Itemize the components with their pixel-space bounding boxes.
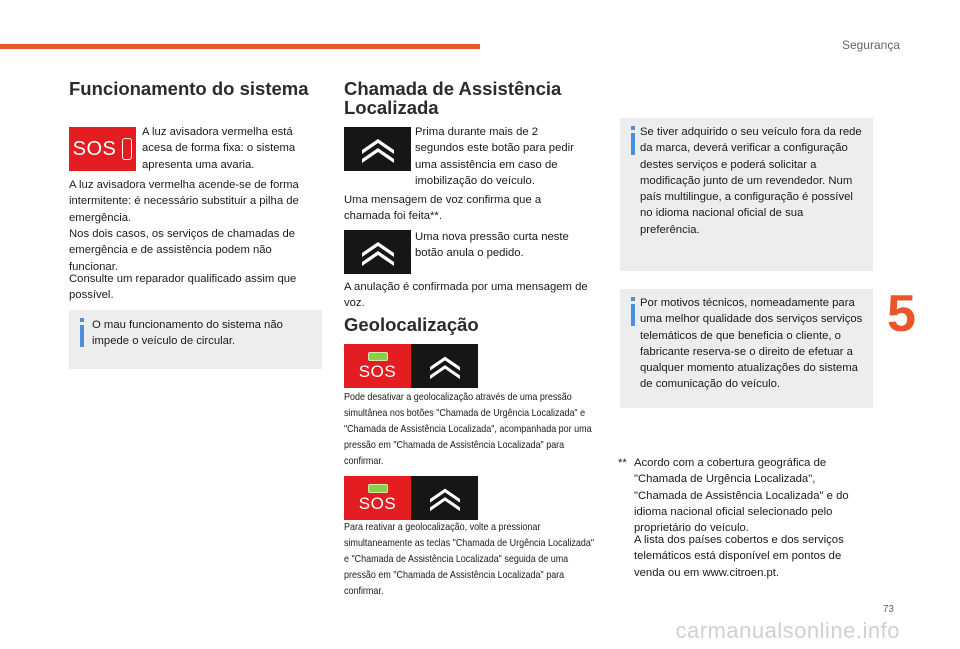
assistance-button-icon xyxy=(344,127,411,171)
note-text: O mau funcionamento do sistema não impede o veículo de circular. xyxy=(92,319,283,348)
paragraph-consult: Consulte um reparador qualificado assim que possível. xyxy=(69,273,297,302)
info-note-updates xyxy=(620,289,873,408)
paragraph-cancel: Uma nova pressão curta neste botão anula o pedido. xyxy=(415,231,569,260)
header-accent-bar xyxy=(0,44,480,49)
watermark: carmanualsonline.info xyxy=(675,618,900,643)
double-chevron-icon xyxy=(358,237,398,267)
paragraph-press-button: Prima durante mais de 2 segundos este botão para pedir uma assistência em caso de imobilização do veículo. xyxy=(415,126,574,187)
info-bar-icon xyxy=(631,297,635,323)
section-heading-geolocalizacao: Geolocalização xyxy=(344,314,479,335)
footnote-marker: ** xyxy=(618,457,627,469)
info-bar-icon xyxy=(631,126,635,152)
note-text: Por motivos técnicos, nomeadamente para uma melhor qualidade dos serviços serviços telemáticos de que beneficia o cliente, o fabricante reserva-se o direito de efetuar a qualquer momento atualizações do sistema de comunicação do veículo. xyxy=(640,297,863,391)
paragraph-voice-confirm: Uma mensagem de voz confirma que a chamada foi feita**. xyxy=(344,194,542,223)
sos-icon-label: SOS xyxy=(72,137,117,160)
info-note-malfunction xyxy=(69,310,322,369)
section-heading-assistencia: Chamada de Assistência Localizada xyxy=(344,78,562,118)
green-led-icon xyxy=(368,352,388,361)
sos-icon-label: SOS xyxy=(358,361,397,381)
paragraph-cancel-confirm: A anulação é confirmada por uma mensagem de voz. xyxy=(344,281,588,310)
section-heading-funcionamento: Funcionamento do sistema xyxy=(69,78,309,99)
paragraph-reactivate-geolocation: Para reativar a geolocalização, volte a pressionar simultaneamente as teclas "Chamada de Urgência Localizada" e "Chamada de Assistência Localizada" seguida de uma pressão em "Chamada de Assistência Localizada" para confirmar. xyxy=(344,522,595,597)
double-chevron-icon xyxy=(426,484,464,512)
page-number: 73 xyxy=(882,604,894,615)
double-chevron-icon xyxy=(358,134,398,164)
note-text: Se tiver adquirido o seu veículo fora da rede da marca, deverá verificar a configuração destes serviços e poderá solicitar a modificação junto de um revendedor. Num país multilingue, a configuração é possível no idioma nacional oficial de sua preferência. xyxy=(640,126,862,236)
geolocation-buttons-illustration-2 xyxy=(344,476,478,520)
footnote-country-list: A lista dos países cobertos e dos serviços telemáticos está disponível em pontos de venda ou em www.citroen.pt. xyxy=(634,534,844,579)
sos-icon-label: SOS xyxy=(358,493,397,513)
double-chevron-icon xyxy=(426,352,464,380)
sos-warning-icon xyxy=(69,127,136,171)
assistance-button-icon-2 xyxy=(344,230,411,274)
assistance-button-icon xyxy=(411,476,478,520)
green-led-icon xyxy=(368,484,388,493)
assistance-button-icon xyxy=(411,344,478,388)
footnote-coverage: Acordo com a cobertura geográfica de "Chamada de Urgência Localizada", "Chamada de Assistência Localizada" e do idioma nacional oficial selecionado pelo proprietário do veículo. xyxy=(634,457,849,535)
geolocation-buttons-illustration xyxy=(344,344,478,388)
chapter-number: 5 xyxy=(887,285,916,343)
paragraph-both-cases: Nos dois casos, os serviços de chamadas de emergência e de assistência podem não funcionar. xyxy=(69,228,296,273)
paragraph-fixed-light: A luz avisadora vermelha está acesa de forma fixa: o sistema apresenta uma avaria. xyxy=(142,126,296,171)
section-title: Segurança xyxy=(841,38,900,52)
info-note-configuration xyxy=(620,118,873,271)
info-bar-icon xyxy=(80,318,84,344)
paragraph-flashing-light: A luz avisadora vermelha acende-se de forma intermitente: é necessário substituir a pilha de emergência. xyxy=(69,179,299,224)
sos-button-icon xyxy=(344,344,411,388)
paragraph-deactivate-geolocation: Pode desativar a geolocalização através de uma pressão simultânea nos botões "Chamada de Urgência Localizada" e "Chamada de Assistência Localizada", acompanhada por uma pressão em "Chamada de Assistência Localizada" para confirmar. xyxy=(344,392,592,467)
sos-indicator-bar-icon xyxy=(122,138,132,160)
sos-button-icon xyxy=(344,476,411,520)
